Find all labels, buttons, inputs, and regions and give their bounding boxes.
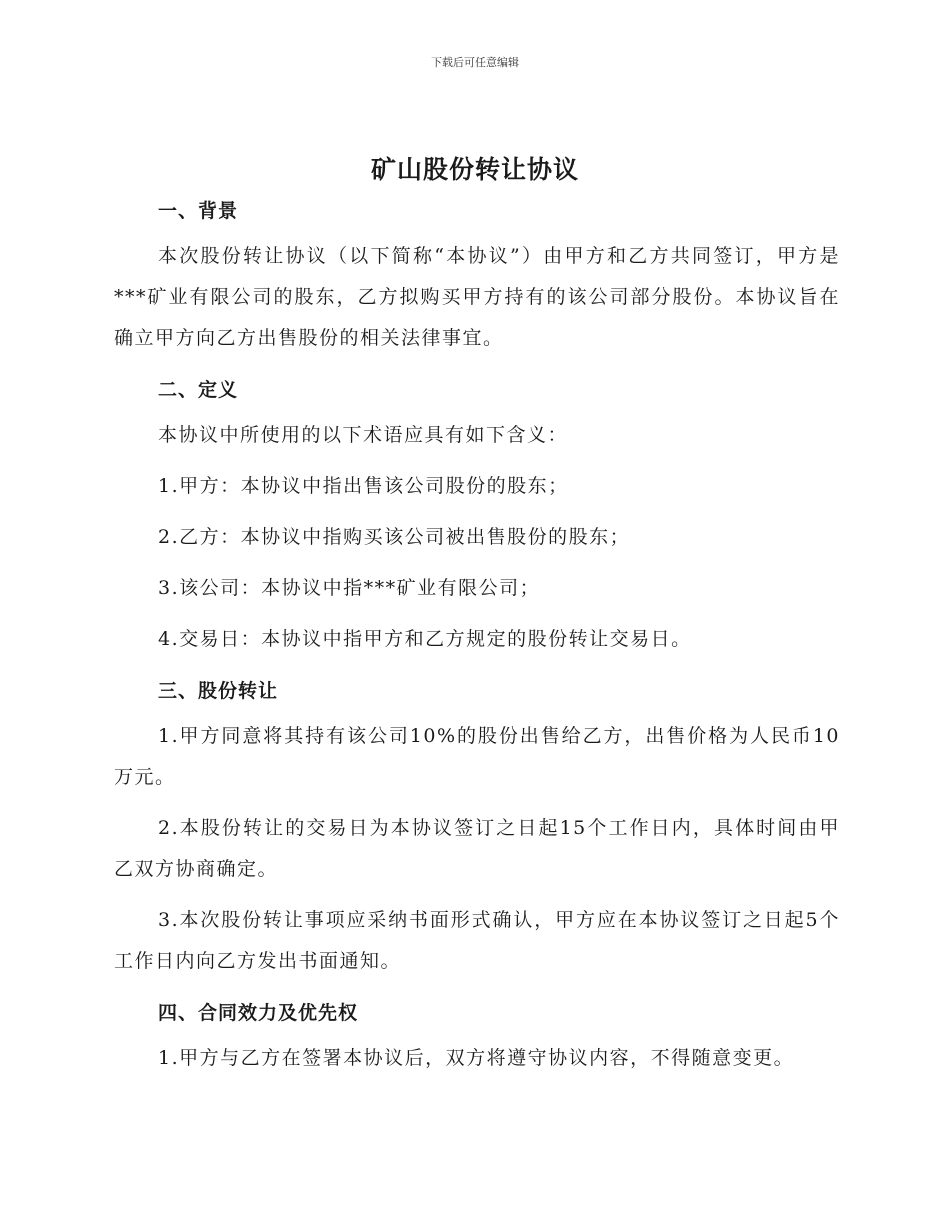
clause-item: 2.本股份转让的交易日为本协议签订之日起15个工作日内，具体时间由甲乙双方协商确定。 bbox=[114, 817, 840, 880]
section-heading-validity-priority: 四、合同效力及优先权 bbox=[158, 1002, 359, 1024]
clause-item: 1.甲方同意将其持有该公司10%的股份出售给乙方，出售价格为人民币10万元。 bbox=[114, 725, 840, 788]
clause-item: 3.本次股份转让事项应采纳书面形式确认，甲方应在本协议签订之日起5个工作日内向乙方发出书面通知。 bbox=[114, 909, 840, 972]
definition-item: 3.该公司：本协议中指***矿业有限公司； bbox=[158, 577, 541, 599]
document-body bbox=[114, 196, 840, 1079]
page-header-note: 下载后可任意编辑 bbox=[431, 56, 519, 69]
document-title: 矿山股份转让协议 bbox=[370, 155, 579, 184]
section-heading-definitions: 二、定义 bbox=[158, 379, 239, 401]
section-heading-share-transfer: 三、股份转让 bbox=[158, 680, 279, 702]
section-heading-background: 一、背景 bbox=[158, 200, 239, 222]
definition-item: 1.甲方：本协议中指出售该公司股份的股东； bbox=[158, 475, 569, 497]
paragraph: 本次股份转让协议（以下简称“本协议”）由甲方和乙方共同签订，甲方是***矿业有限公司的股东，乙方拟购买甲方持有的该公司部分股份。本协议旨在确立甲方向乙方出售股份的相关法律事宜。 bbox=[114, 245, 840, 349]
definition-item: 2.乙方：本协议中指购买该公司被出售股份的股东； bbox=[158, 526, 631, 548]
definition-item: 4.交易日：本协议中指甲方和乙方规定的股份转让交易日。 bbox=[158, 628, 692, 650]
paragraph: 本协议中所使用的以下术语应具有如下含义： bbox=[158, 424, 569, 446]
clause-item: 1.甲方与乙方在签署本协议后，双方将遵守协议内容，不得随意变更。 bbox=[158, 1047, 795, 1069]
